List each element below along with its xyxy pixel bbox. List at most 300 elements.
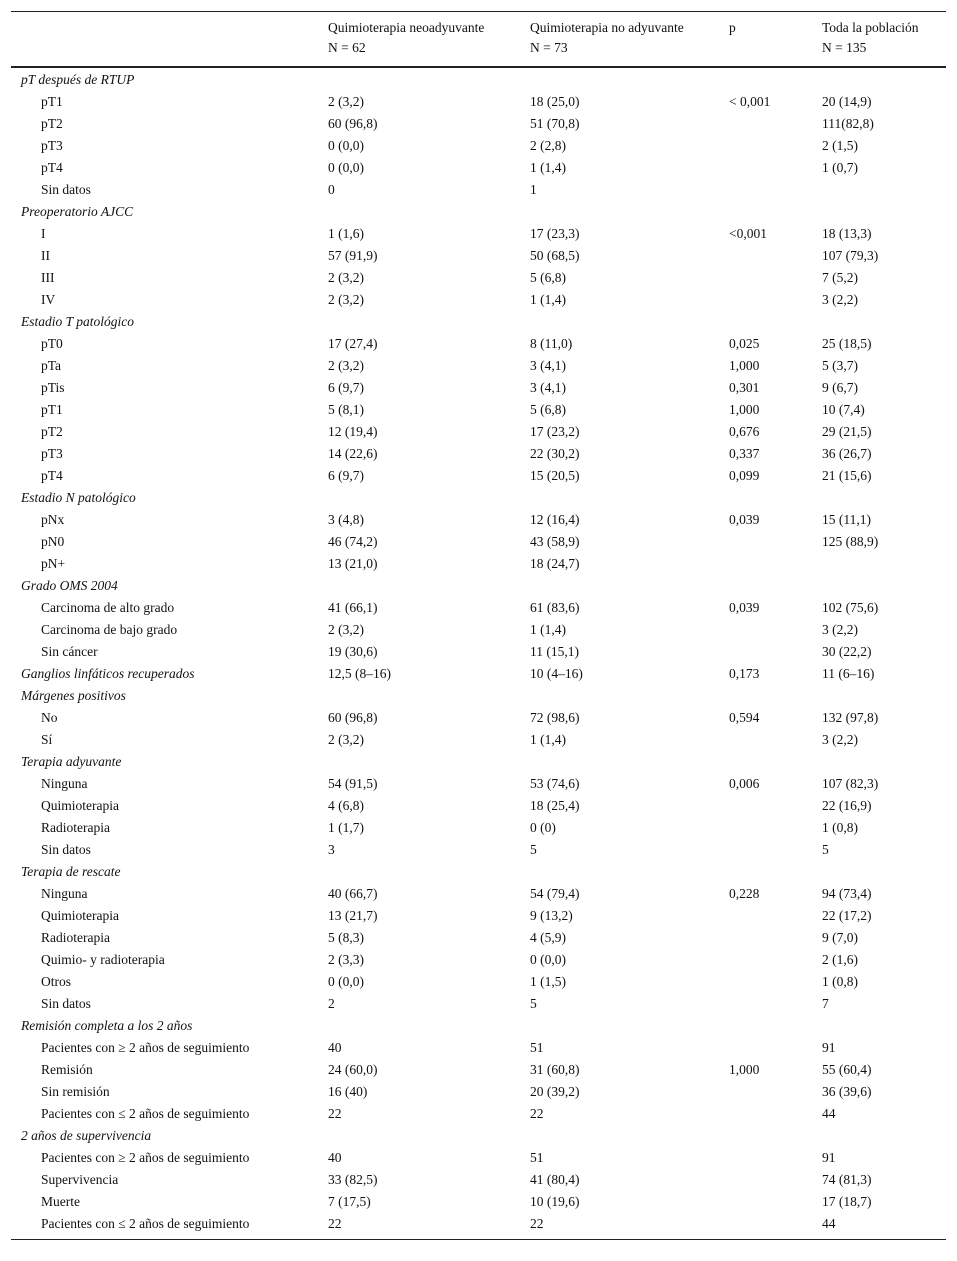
cell-all-population: 10 (7,4): [822, 402, 865, 417]
row-label: Pacientes con ≤ 2 años de seguimiento: [41, 1106, 250, 1121]
cell-neoadjuvant: 0: [328, 182, 335, 197]
cell-neoadjuvant: 12,5 (8–16): [328, 666, 391, 681]
cell-neoadjuvant: 57 (91,9): [328, 248, 378, 263]
cell-all-population: 3 (2,2): [822, 622, 858, 637]
cell-non-adjuvant: 31 (60,8): [530, 1062, 580, 1077]
cell-neoadjuvant: 14 (22,6): [328, 446, 378, 461]
header-all-title: Toda la población: [822, 20, 919, 35]
cell-non-adjuvant: [519, 1015, 718, 1037]
table-group-row: [11, 487, 946, 509]
cell-neoadjuvant: 24 (60,0): [328, 1062, 378, 1077]
cell-p-value: <0,001: [729, 226, 767, 241]
cell-non-adjuvant: 22 (30,2): [530, 446, 580, 461]
row-label: Sin datos: [41, 842, 91, 857]
row-label: Sin datos: [41, 996, 91, 1011]
row-label: pTis: [41, 380, 65, 395]
table-row: [11, 971, 946, 993]
row-label: IV: [41, 292, 56, 307]
row-label: Quimioterapia: [41, 908, 119, 923]
cell-p-value: [718, 861, 811, 883]
cell-p-value: [718, 751, 811, 773]
cell-all-population: 107 (82,3): [822, 776, 879, 791]
cell-all-population: 7 (5,2): [822, 270, 858, 285]
cell-all-population: 17 (18,7): [822, 1194, 872, 1209]
cell-non-adjuvant: 10 (4–16): [530, 666, 583, 681]
cell-non-adjuvant: 5: [530, 996, 537, 1011]
cell-non-adjuvant: 18 (25,0): [530, 94, 580, 109]
cell-neoadjuvant: [317, 861, 519, 883]
header-non-adjuvant: [519, 12, 718, 68]
row-label: Pacientes con ≥ 2 años de seguimiento: [41, 1150, 250, 1165]
cell-non-adjuvant: 1: [530, 182, 537, 197]
header-neoadjuvant: [317, 12, 519, 68]
row-label: Carcinoma de alto grado: [41, 600, 175, 615]
cell-p-value: [718, 157, 811, 179]
table-group-row: [11, 201, 946, 223]
cell-non-adjuvant: 22: [530, 1106, 544, 1121]
row-label: Estadio T patológico: [21, 314, 135, 329]
cell-all-population: 1 (0,7): [822, 160, 858, 175]
cell-neoadjuvant: 0 (0,0): [328, 138, 364, 153]
cell-non-adjuvant: 50 (68,5): [530, 248, 580, 263]
cell-p-value: 0,337: [729, 446, 760, 461]
cell-p-value: [718, 641, 811, 663]
table-group-row: [11, 575, 946, 597]
cell-non-adjuvant: 3 (4,1): [530, 380, 566, 395]
cell-all-population: [811, 575, 946, 597]
cell-all-population: [811, 553, 946, 575]
cell-non-adjuvant: 8 (11,0): [530, 336, 573, 351]
cell-non-adjuvant: 0 (0,0): [530, 952, 566, 967]
cell-neoadjuvant: 12 (19,4): [328, 424, 378, 439]
cell-p-value: [718, 245, 811, 267]
cell-non-adjuvant: 61 (83,6): [530, 600, 580, 615]
cell-neoadjuvant: 1 (1,6): [328, 226, 364, 241]
cell-all-population: 22 (16,9): [822, 798, 872, 813]
table-row: [11, 949, 946, 971]
cell-all-population: 102 (75,6): [822, 600, 879, 615]
cell-neoadjuvant: 2 (3,2): [328, 270, 364, 285]
results-table-container: [11, 11, 946, 1240]
row-label: pT0: [41, 336, 63, 351]
cell-all-population: 132 (97,8): [822, 710, 879, 725]
cell-all-population: 3 (2,2): [822, 732, 858, 747]
cell-neoadjuvant: 13 (21,7): [328, 908, 378, 923]
cell-all-population: 2 (1,5): [822, 138, 858, 153]
row-label: Radioterapia: [41, 820, 110, 835]
table-row: [11, 355, 946, 377]
table-group-row: [11, 1125, 946, 1147]
table-row: [11, 773, 946, 795]
table-row: [11, 289, 946, 311]
cell-p-value: [718, 905, 811, 927]
table-row: [11, 707, 946, 729]
cell-p-value: [718, 289, 811, 311]
cell-neoadjuvant: 5 (8,1): [328, 402, 364, 417]
row-label: Sin remisión: [41, 1084, 110, 1099]
row-label: Remisión: [41, 1062, 93, 1077]
cell-neoadjuvant: [317, 751, 519, 773]
row-label: Pacientes con ≤ 2 años de seguimiento: [41, 1216, 250, 1231]
cell-p-value: 0,006: [729, 776, 760, 791]
cell-non-adjuvant: 53 (74,6): [530, 776, 580, 791]
row-label: Sí: [41, 732, 53, 747]
cell-all-population: [811, 861, 946, 883]
table-row: [11, 619, 946, 641]
cell-neoadjuvant: 33 (82,5): [328, 1172, 378, 1187]
cell-p-value: [718, 1125, 811, 1147]
row-label: No: [41, 710, 58, 725]
cell-neoadjuvant: 46 (74,2): [328, 534, 378, 549]
cell-neoadjuvant: 6 (9,7): [328, 468, 364, 483]
cell-non-adjuvant: [519, 201, 718, 223]
cell-neoadjuvant: [317, 67, 519, 91]
row-label: Carcinoma de bajo grado: [41, 622, 178, 637]
table-row: [11, 399, 946, 421]
cell-p-value: [718, 993, 811, 1015]
header-non-adjuvant-n: N = 73: [530, 40, 568, 55]
row-label: Radioterapia: [41, 930, 110, 945]
cell-p-value: [718, 67, 811, 91]
header-p-title: p: [729, 20, 736, 35]
cell-p-value: [718, 927, 811, 949]
table-row: [11, 993, 946, 1015]
cell-p-value: [718, 817, 811, 839]
table-row: [11, 113, 946, 135]
cell-all-population: 44: [822, 1106, 836, 1121]
cell-non-adjuvant: 17 (23,3): [530, 226, 580, 241]
cell-all-population: 55 (60,4): [822, 1062, 872, 1077]
cell-neoadjuvant: [317, 1125, 519, 1147]
cell-neoadjuvant: 2 (3,2): [328, 94, 364, 109]
cell-p-value: 0,099: [729, 468, 760, 483]
cell-p-value: [718, 113, 811, 135]
cell-all-population: 20 (14,9): [822, 94, 872, 109]
cell-non-adjuvant: 41 (80,4): [530, 1172, 580, 1187]
table-row: [11, 267, 946, 289]
cell-non-adjuvant: 0 (0): [530, 820, 556, 835]
table-row: [11, 839, 946, 861]
row-label: pT2: [41, 424, 63, 439]
row-label: Ninguna: [41, 886, 88, 901]
row-label: pT después de RTUP: [21, 72, 135, 87]
row-label: Sin cáncer: [41, 644, 98, 659]
cell-neoadjuvant: 3: [328, 842, 335, 857]
cell-p-value: [718, 267, 811, 289]
cell-neoadjuvant: 19 (30,6): [328, 644, 378, 659]
cell-non-adjuvant: 5 (6,8): [530, 270, 566, 285]
header-non-adjuvant-title: Quimioterapia no adyuvante: [530, 20, 684, 35]
table-row: [11, 1081, 946, 1103]
cell-non-adjuvant: 1 (1,4): [530, 292, 566, 307]
cell-p-value: [718, 619, 811, 641]
cell-p-value: [718, 553, 811, 575]
cell-non-adjuvant: 2 (2,8): [530, 138, 566, 153]
cell-p-value: 0,594: [729, 710, 760, 725]
row-label: pTa: [41, 358, 62, 373]
cell-p-value: 0,039: [729, 512, 760, 527]
row-label: pNx: [41, 512, 65, 527]
table-row: [11, 795, 946, 817]
cell-p-value: < 0,001: [729, 94, 771, 109]
cell-p-value: [718, 179, 811, 201]
cell-all-population: 91: [822, 1150, 836, 1165]
cell-p-value: [718, 201, 811, 223]
cell-non-adjuvant: [519, 861, 718, 883]
row-label: Ninguna: [41, 776, 88, 791]
table-row: [11, 1169, 946, 1191]
cell-p-value: [718, 575, 811, 597]
header-row: [11, 12, 946, 68]
cell-neoadjuvant: 3 (4,8): [328, 512, 364, 527]
cell-non-adjuvant: 4 (5,9): [530, 930, 566, 945]
cell-non-adjuvant: 12 (16,4): [530, 512, 580, 527]
header-neoadjuvant-n: N = 62: [328, 40, 366, 55]
cell-non-adjuvant: 15 (20,5): [530, 468, 580, 483]
cell-p-value: 1,000: [729, 402, 760, 417]
table-row: [11, 597, 946, 619]
row-label: pN0: [41, 534, 65, 549]
cell-all-population: 29 (21,5): [822, 424, 872, 439]
cell-non-adjuvant: 9 (13,2): [530, 908, 573, 923]
cell-neoadjuvant: [317, 311, 519, 333]
cell-neoadjuvant: [317, 1015, 519, 1037]
cell-non-adjuvant: [519, 311, 718, 333]
cell-all-population: 1 (0,8): [822, 974, 858, 989]
table-group-row: [11, 685, 946, 707]
table-row: [11, 245, 946, 267]
cell-neoadjuvant: 22: [328, 1216, 342, 1231]
table-row: [11, 91, 946, 113]
row-label: 2 años de supervivencia: [21, 1128, 152, 1143]
cell-neoadjuvant: 0 (0,0): [328, 974, 364, 989]
cell-p-value: [718, 1081, 811, 1103]
table-row: [11, 553, 946, 575]
cell-p-value: 0,676: [729, 424, 760, 439]
cell-all-population: 30 (22,2): [822, 644, 872, 659]
cell-neoadjuvant: 2 (3,3): [328, 952, 364, 967]
cell-all-population: 25 (18,5): [822, 336, 872, 351]
cell-neoadjuvant: 2: [328, 996, 335, 1011]
results-table: [11, 11, 946, 1240]
cell-p-value: [718, 1103, 811, 1125]
cell-neoadjuvant: 1 (1,7): [328, 820, 364, 835]
cell-non-adjuvant: 11 (15,1): [530, 644, 579, 659]
cell-p-value: [718, 1213, 811, 1240]
table-row: [11, 135, 946, 157]
table-row: [11, 817, 946, 839]
table-row: [11, 1213, 946, 1240]
cell-neoadjuvant: 40: [328, 1040, 342, 1055]
cell-all-population: 111(82,8): [822, 116, 874, 131]
row-label: Márgenes positivos: [21, 688, 126, 703]
cell-all-population: 21 (15,6): [822, 468, 872, 483]
row-label: pN+: [41, 556, 66, 571]
table-row: [11, 927, 946, 949]
row-label: pT2: [41, 116, 63, 131]
cell-all-population: [811, 1125, 946, 1147]
row-label: Terapia de rescate: [21, 864, 121, 879]
row-label: I: [41, 226, 46, 241]
cell-all-population: 94 (73,4): [822, 886, 872, 901]
cell-all-population: [811, 685, 946, 707]
table-row: [11, 421, 946, 443]
cell-neoadjuvant: 40: [328, 1150, 342, 1165]
cell-all-population: [811, 201, 946, 223]
cell-neoadjuvant: 2 (3,2): [328, 622, 364, 637]
cell-non-adjuvant: 1 (1,4): [530, 622, 566, 637]
table-row: [11, 223, 946, 245]
cell-p-value: [718, 135, 811, 157]
header-empty-cell: [11, 12, 317, 68]
row-label: pT3: [41, 138, 63, 153]
table-row: [11, 443, 946, 465]
cell-non-adjuvant: 18 (24,7): [530, 556, 580, 571]
cell-p-value: [718, 531, 811, 553]
row-label: Supervivencia: [41, 1172, 119, 1187]
cell-neoadjuvant: 16 (40): [328, 1084, 368, 1099]
cell-p-value: 0,228: [729, 886, 760, 901]
cell-all-population: 91: [822, 1040, 836, 1055]
table-row: [11, 1103, 946, 1125]
table-row: [11, 641, 946, 663]
cell-p-value: [718, 1015, 811, 1037]
table-row: [11, 883, 946, 905]
table-group-row: [11, 67, 946, 91]
row-label: Remisión completa a los 2 años: [21, 1018, 193, 1033]
cell-p-value: 0,301: [729, 380, 760, 395]
cell-neoadjuvant: [317, 575, 519, 597]
row-label: Pacientes con ≥ 2 años de seguimiento: [41, 1040, 250, 1055]
cell-all-population: 74 (81,3): [822, 1172, 872, 1187]
header-all-n: N = 135: [822, 40, 867, 55]
row-label: Grado OMS 2004: [21, 578, 118, 593]
cell-neoadjuvant: 60 (96,8): [328, 710, 378, 725]
table-row: [11, 905, 946, 927]
cell-p-value: [718, 685, 811, 707]
row-label: Muerte: [41, 1194, 80, 1209]
cell-all-population: 36 (39,6): [822, 1084, 872, 1099]
cell-non-adjuvant: 43 (58,9): [530, 534, 580, 549]
row-label: III: [41, 270, 55, 285]
cell-non-adjuvant: 51: [530, 1040, 544, 1055]
cell-non-adjuvant: 5 (6,8): [530, 402, 566, 417]
cell-all-population: 107 (79,3): [822, 248, 879, 263]
cell-neoadjuvant: 4 (6,8): [328, 798, 364, 813]
row-label: Quimioterapia: [41, 798, 119, 813]
table-row: [11, 531, 946, 553]
cell-neoadjuvant: [317, 685, 519, 707]
header-p-value: [718, 12, 811, 68]
cell-p-value: 1,000: [729, 358, 760, 373]
cell-neoadjuvant: 0 (0,0): [328, 160, 364, 175]
cell-non-adjuvant: 18 (25,4): [530, 798, 580, 813]
cell-non-adjuvant: 1 (1,4): [530, 160, 566, 175]
cell-neoadjuvant: 60 (96,8): [328, 116, 378, 131]
table-group-row: [11, 311, 946, 333]
cell-non-adjuvant: 10 (19,6): [530, 1194, 580, 1209]
cell-neoadjuvant: 5 (8,3): [328, 930, 364, 945]
cell-non-adjuvant: [519, 67, 718, 91]
table-row: [11, 465, 946, 487]
table-row: [11, 179, 946, 201]
cell-all-population: 9 (6,7): [822, 380, 858, 395]
row-label: pT1: [41, 94, 63, 109]
cell-all-population: 7: [822, 996, 829, 1011]
cell-p-value: 0,025: [729, 336, 760, 351]
cell-non-adjuvant: 51 (70,8): [530, 116, 580, 131]
row-label: Quimio- y radioterapia: [41, 952, 165, 967]
header-all-population: [811, 12, 946, 68]
cell-p-value: 0,173: [729, 666, 760, 681]
row-label: Sin datos: [41, 182, 91, 197]
cell-all-population: 5: [822, 842, 829, 857]
table-group-row: [11, 861, 946, 883]
cell-p-value: [718, 949, 811, 971]
cell-non-adjuvant: 51: [530, 1150, 544, 1165]
row-label: Ganglios linfáticos recuperados: [21, 666, 195, 681]
cell-neoadjuvant: 17 (27,4): [328, 336, 378, 351]
row-label: Terapia adyuvante: [21, 754, 122, 769]
cell-neoadjuvant: [317, 201, 519, 223]
cell-non-adjuvant: [519, 1125, 718, 1147]
cell-all-population: 3 (2,2): [822, 292, 858, 307]
table-group-row: [11, 751, 946, 773]
table-row: [11, 157, 946, 179]
cell-neoadjuvant: 40 (66,7): [328, 886, 378, 901]
row-label: pT4: [41, 468, 63, 483]
cell-all-population: [811, 311, 946, 333]
cell-non-adjuvant: 20 (39,2): [530, 1084, 580, 1099]
cell-neoadjuvant: 41 (66,1): [328, 600, 378, 615]
cell-all-population: 9 (7,0): [822, 930, 858, 945]
table-row: [11, 377, 946, 399]
cell-non-adjuvant: 22: [530, 1216, 544, 1231]
table-body: [11, 67, 946, 1240]
cell-neoadjuvant: 2 (3,2): [328, 732, 364, 747]
cell-all-population: 18 (13,3): [822, 226, 872, 241]
cell-neoadjuvant: 2 (3,2): [328, 292, 364, 307]
row-label: pT3: [41, 446, 63, 461]
row-label: pT1: [41, 402, 63, 417]
cell-all-population: [811, 179, 946, 201]
cell-p-value: [718, 729, 811, 751]
cell-neoadjuvant: 13 (21,0): [328, 556, 378, 571]
cell-all-population: [811, 67, 946, 91]
cell-p-value: [718, 971, 811, 993]
cell-neoadjuvant: 2 (3,2): [328, 358, 364, 373]
cell-neoadjuvant: 22: [328, 1106, 342, 1121]
cell-non-adjuvant: 1 (1,5): [530, 974, 566, 989]
cell-all-population: 44: [822, 1216, 836, 1231]
cell-non-adjuvant: [519, 487, 718, 509]
cell-all-population: [811, 1015, 946, 1037]
cell-non-adjuvant: 17 (23,2): [530, 424, 580, 439]
cell-non-adjuvant: [519, 751, 718, 773]
cell-non-adjuvant: 5: [530, 842, 537, 857]
cell-non-adjuvant: [519, 575, 718, 597]
cell-all-population: 125 (88,9): [822, 534, 879, 549]
cell-all-population: [811, 487, 946, 509]
row-label: Otros: [41, 974, 71, 989]
cell-all-population: 2 (1,6): [822, 952, 858, 967]
cell-p-value: [718, 1191, 811, 1213]
table-row: [11, 1037, 946, 1059]
cell-neoadjuvant: 7 (17,5): [328, 1194, 371, 1209]
cell-p-value: [718, 1147, 811, 1169]
table-row: [11, 1191, 946, 1213]
cell-p-value: 0,039: [729, 600, 760, 615]
